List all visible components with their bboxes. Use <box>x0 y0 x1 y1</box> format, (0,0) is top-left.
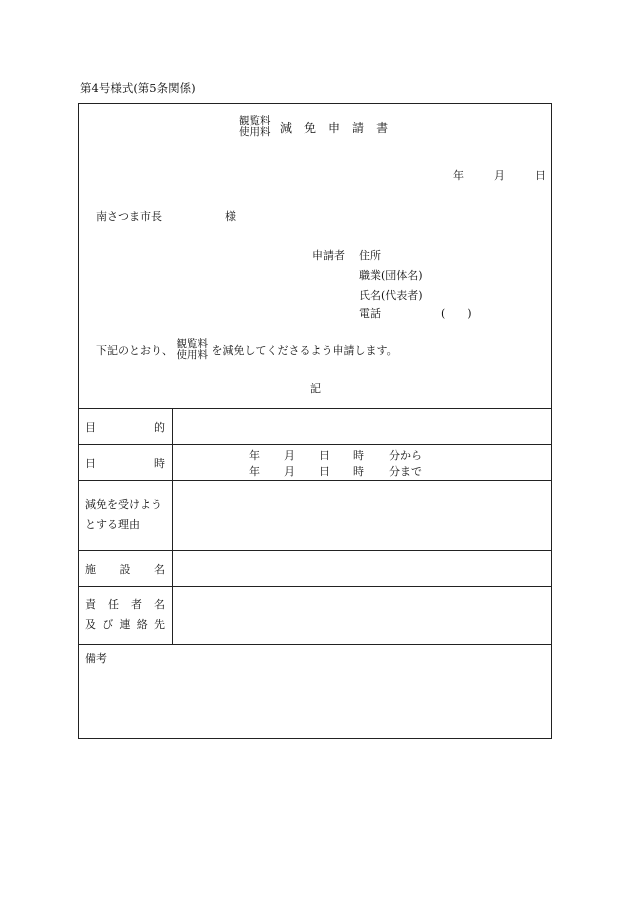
table-line-3 <box>79 550 551 551</box>
table-column-divider <box>172 408 173 644</box>
month-label: 月 <box>494 169 505 182</box>
remarks-label: 備考 <box>85 652 107 665</box>
table-line-4 <box>79 586 551 587</box>
form-number: 第4号様式(第5条関係) <box>80 81 196 95</box>
fee-type-stack <box>239 116 271 138</box>
phone-paren: ( ) <box>441 307 472 320</box>
request-prefix: 下記のとおり、 <box>96 344 173 357</box>
table-line-2 <box>79 480 551 481</box>
ki-label: 記 <box>310 382 321 395</box>
table-line-5 <box>79 644 551 645</box>
table-line-top <box>79 408 551 409</box>
address-label: 住所 <box>359 249 381 262</box>
reason-label: 減免を受けよう とする理由 <box>85 498 162 531</box>
name-label: 氏名(代表者) <box>359 289 423 302</box>
request-sentence <box>96 339 398 361</box>
contact-label: 責 任 者 名 及 び 連 絡 先 <box>85 598 165 631</box>
fee-type-usage: 使用料 <box>239 126 271 138</box>
table-line-1 <box>79 444 551 445</box>
datetime-from-line: 年 月 日 時 分から <box>249 449 422 462</box>
facility-label: 施 設 名 <box>85 563 165 576</box>
phone-label: 電話 <box>359 307 381 320</box>
datetime-label: 日 時 <box>85 457 165 470</box>
purpose-label: 目 的 <box>85 421 165 434</box>
addressee-honorific: 様 <box>225 210 236 223</box>
day-label: 日 <box>535 169 546 182</box>
year-label: 年 <box>453 169 464 182</box>
fee-type-viewing: 観覧料 <box>239 115 271 127</box>
request-suffix: を減免してくださるよう申請します。 <box>211 344 398 357</box>
form-title <box>239 116 388 138</box>
addressee-name: 南さつま市長 <box>96 210 162 223</box>
applicant-label: 申請者 <box>312 249 345 262</box>
occupation-label: 職業(団体名) <box>359 269 423 282</box>
application-form <box>78 103 552 739</box>
request-fee-stack: 観覧料 使用料 <box>176 338 208 361</box>
datetime-to-line: 年 月 日 時 分まで <box>249 465 422 478</box>
date-line <box>453 167 546 183</box>
title-text: 減 免 申 請 書 <box>280 120 389 135</box>
